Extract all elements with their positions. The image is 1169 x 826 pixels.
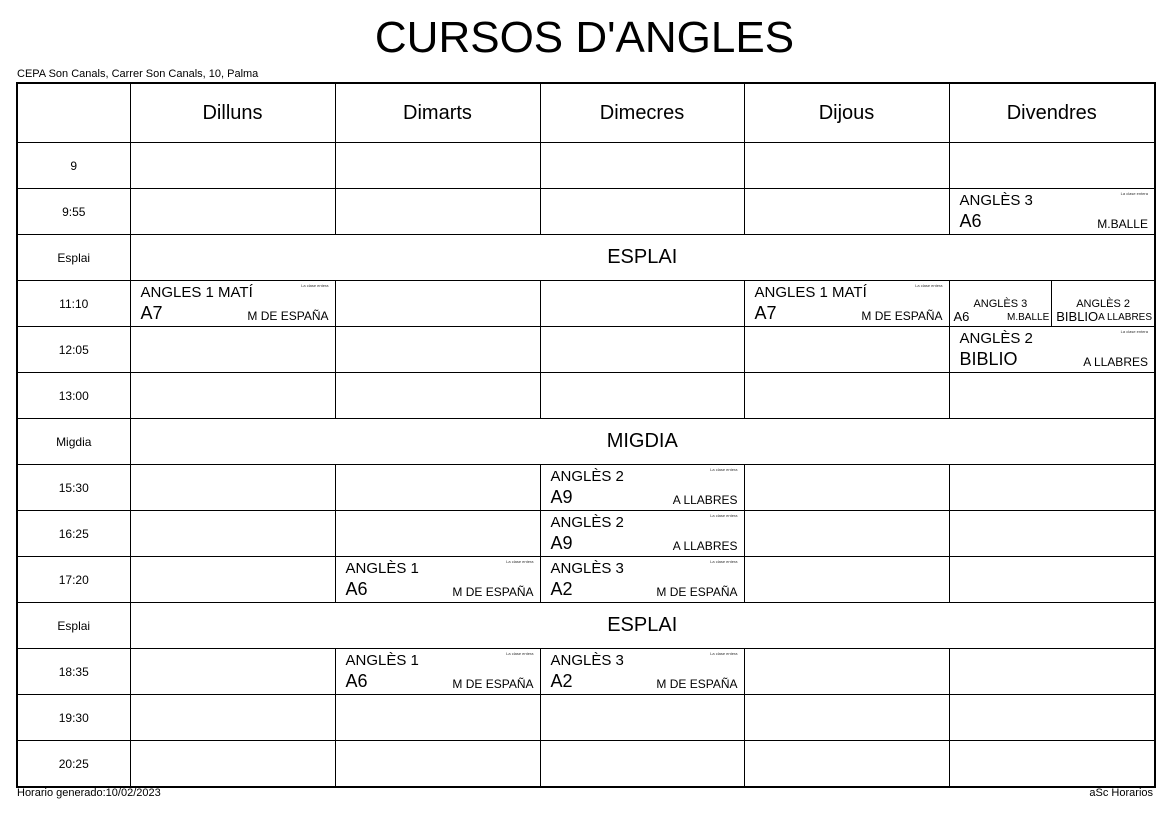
empty-slot [744,557,949,603]
lesson-teacher: M.BALLE [1007,312,1050,323]
lesson-card [541,557,744,602]
corner-cell [17,83,130,143]
lesson-note: La clase entera [710,467,738,472]
lesson-slot[interactable] [744,281,949,327]
lesson-subject: ANGLÈS 2 [550,514,624,531]
lesson-teacher: M DE ESPAÑA [656,677,738,691]
lesson-room: A2 [550,671,573,691]
lesson-slot[interactable] [335,557,540,603]
lesson-subject: ANGLÈS 3 [973,298,1028,310]
lesson-slot[interactable] [130,281,335,327]
empty-slot [335,741,540,788]
lesson-subject: ANGLÈS 3 [550,560,624,577]
lesson-subject: ANGLÈS 1 [345,652,419,669]
lesson-card [131,281,335,326]
lesson-slot[interactable] [949,189,1155,235]
lesson-note: La clase entera [710,513,738,518]
empty-slot [335,695,540,741]
empty-slot [130,511,335,557]
empty-slot [744,511,949,557]
lesson-slot[interactable] [949,327,1155,373]
lesson-teacher: M.BALLE [1097,217,1148,231]
lesson-card [950,189,1155,234]
day-header: Dijous [744,83,949,143]
empty-slot [540,741,744,788]
day-header: Dimarts [335,83,540,143]
empty-slot [130,465,335,511]
lesson-card [336,649,540,694]
empty-slot [744,327,949,373]
time-label: Esplai [17,235,130,281]
lesson-teacher: A LLABRES [1083,355,1148,369]
lesson-subject: ANGLÈS 2 [959,330,1033,347]
lesson-teacher: M DE ESPAÑA [247,309,329,323]
lesson-subject: ANGLÈS 1 [345,560,419,577]
time-label: 16:25 [17,511,130,557]
empty-slot [540,143,744,189]
lesson-subject: ANGLÈS 3 [959,192,1033,209]
lesson-card [541,465,744,510]
time-label: 11:10 [17,281,130,327]
lesson-room: A9 [550,487,573,507]
lesson-room: A7 [140,303,163,323]
lesson-note: La clase entera [915,283,943,288]
empty-slot [540,373,744,419]
empty-slot [335,281,540,327]
lesson-card [950,327,1155,372]
empty-slot [949,741,1155,788]
empty-slot [949,649,1155,695]
lesson-card-half [950,281,1052,326]
lesson-room: A7 [754,303,777,323]
day-header: Dilluns [130,83,335,143]
empty-slot [744,373,949,419]
break-row: MIGDIA [130,419,1155,465]
time-label: 17:20 [17,557,130,603]
lesson-subject: ANGLÈS 3 [550,652,624,669]
empty-slot [540,327,744,373]
lesson-subject: ANGLES 1 MATÍ [140,284,253,301]
lesson-note: La clase entera [1120,191,1148,196]
lesson-slot[interactable] [540,557,744,603]
lesson-room: A9 [550,533,573,553]
lesson-room: BIBLIO [1056,309,1099,324]
empty-slot [130,189,335,235]
day-header: Dimecres [540,83,744,143]
lesson-slot[interactable] [540,465,744,511]
time-label: 13:00 [17,373,130,419]
lesson-note: La clase entera [1120,329,1148,334]
lesson-subject: ANGLES 1 MATÍ [754,284,867,301]
lesson-note: La clase entera [506,559,534,564]
empty-slot [540,189,744,235]
empty-slot [335,143,540,189]
lesson-card [336,557,540,602]
time-label: 18:35 [17,649,130,695]
lesson-room: A6 [345,579,368,599]
empty-slot [130,649,335,695]
empty-slot [130,557,335,603]
empty-slot [744,695,949,741]
empty-slot [744,465,949,511]
time-label: 19:30 [17,695,130,741]
empty-slot [744,649,949,695]
lesson-teacher: A LLABRES [672,493,738,507]
time-label: 12:05 [17,327,130,373]
lesson-room: A6 [959,211,982,231]
time-label: 20:25 [17,741,130,788]
lesson-note: La clase entera [301,283,329,288]
empty-slot [335,373,540,419]
empty-slot [949,465,1155,511]
empty-slot [335,511,540,557]
empty-slot [949,695,1155,741]
page-title: CURSOS D'ANGLES [374,13,795,62]
lesson-teacher: A LLABRES [672,539,738,553]
empty-slot [949,373,1155,419]
empty-slot [744,143,949,189]
empty-slot [949,557,1155,603]
empty-slot [335,189,540,235]
time-label: 9 [17,143,130,189]
empty-slot [130,327,335,373]
empty-slot [949,511,1155,557]
generated-date: Horario generado:10/02/2023 [17,787,161,799]
lesson-slot[interactable] [335,649,540,695]
lesson-teacher: M DE ESPAÑA [861,309,943,323]
lesson-slot[interactable] [540,649,744,695]
empty-slot [130,695,335,741]
break-row: ESPLAI [130,603,1155,649]
split-lessons [950,281,1155,326]
lesson-card [541,511,744,556]
lesson-note: La clase entera [710,559,738,564]
empty-slot [335,327,540,373]
lesson-room: A6 [953,309,970,324]
lesson-card-half [1051,281,1154,326]
empty-slot [540,695,744,741]
lesson-subject: ANGLÈS 2 [1076,298,1131,310]
empty-slot [130,373,335,419]
empty-slot [540,281,744,327]
lesson-teacher: A LLABRES [1098,312,1152,323]
lesson-subject: ANGLÈS 2 [550,468,624,485]
lesson-note: La clase entera [506,651,534,656]
lesson-card [745,281,949,326]
time-label: 9:55 [17,189,130,235]
time-label: 15:30 [17,465,130,511]
break-row: ESPLAI [130,235,1155,281]
empty-slot [744,741,949,788]
lesson-teacher: M DE ESPAÑA [452,585,534,599]
day-header: Divendres [949,83,1155,143]
time-label: Esplai [17,603,130,649]
software-credit: aSc Horarios [1089,787,1153,799]
lesson-room: A2 [550,579,573,599]
lesson-teacher: M DE ESPAÑA [452,677,534,691]
empty-slot [130,143,335,189]
lesson-room: BIBLIO [959,349,1018,369]
lesson-teacher: M DE ESPAÑA [656,585,738,599]
lesson-room: A6 [345,671,368,691]
empty-slot [335,465,540,511]
empty-slot [130,741,335,788]
time-label: Migdia [17,419,130,465]
lesson-note: La clase entera [710,651,738,656]
lesson-slot-split[interactable] [949,281,1155,327]
timetable [16,82,1156,788]
lesson-slot[interactable] [540,511,744,557]
empty-slot [949,143,1155,189]
lesson-card [541,649,744,694]
empty-slot [744,189,949,235]
school-address: CEPA Son Canals, Carrer Son Canals, 10, Palma [17,68,259,80]
